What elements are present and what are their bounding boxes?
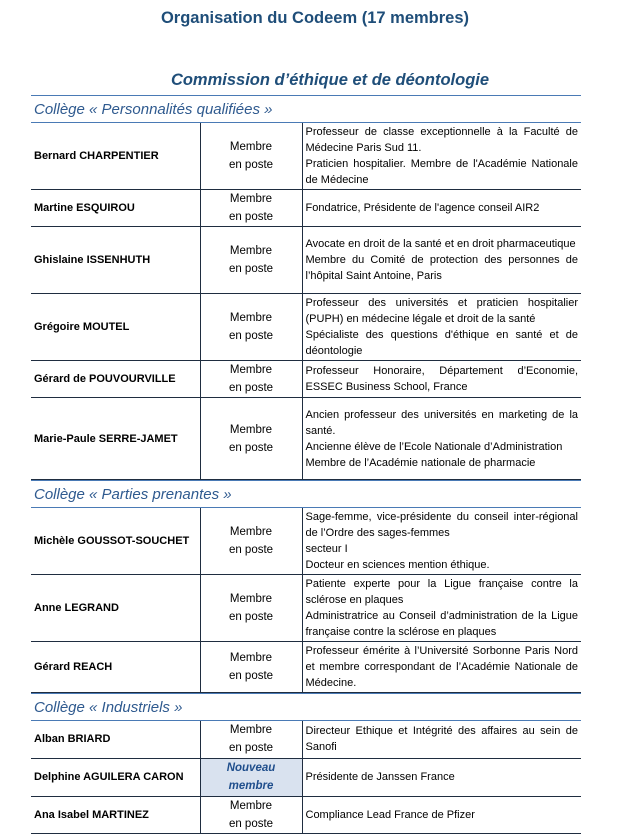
description-line: Membre du Comité de protection des personnes de l’hôpital Saint Antoine, Paris xyxy=(305,254,578,282)
member-description xyxy=(302,294,581,361)
member-row xyxy=(31,758,581,796)
member-name: Martine ESQUIROU xyxy=(31,190,200,227)
description-line: Professeur émérite à l’Université Sorbonne Paris Nord et membre correspondant de l’Académie Nationale de Médecine. xyxy=(305,645,578,689)
college-heading: Collège « Personnalités qualifiées » xyxy=(31,95,581,123)
description-line: Professeur de classe exceptionnelle à la Faculté de Médecine Paris Sud 11. xyxy=(305,126,578,154)
member-description xyxy=(302,123,581,190)
member-status: Membre en poste xyxy=(200,398,302,480)
member-name: Anne LEGRAND xyxy=(31,575,200,642)
description-line: Compliance Lead France de Pfizer xyxy=(305,808,475,821)
description-line: Sage-femme, vice-présidente du conseil inter-régional de l’Ordre des sages-femmes xyxy=(305,511,578,539)
member-row xyxy=(31,796,581,833)
member-name: Ana Isabel MARTINEZ xyxy=(31,796,200,833)
description-line: Ancien professeur des universités en marketing de la santé. xyxy=(305,408,578,437)
member-status: Membre en poste xyxy=(200,575,302,642)
member-description xyxy=(302,758,581,796)
member-status: Membre en poste xyxy=(200,508,302,575)
member-name: Marie-Paule SERRE-JAMET xyxy=(31,398,200,480)
members-table xyxy=(31,721,581,834)
member-row xyxy=(31,294,581,361)
member-name: Bernard CHARPENTIER xyxy=(31,123,200,190)
member-status: Membre en poste xyxy=(200,361,302,398)
member-description xyxy=(302,642,581,693)
description-line: Ancienne élève de l’Ecole Nationale d’Administration xyxy=(305,440,563,453)
member-description xyxy=(302,721,581,758)
description-line: Professeur Honoraire, Département d’Economie, ESSEC Business School, France xyxy=(305,365,578,393)
member-description xyxy=(302,796,581,833)
description-line: Membre de l’Académie nationale de pharmacie xyxy=(305,456,536,469)
description-line: Professeur des universités et praticien hospitalier (PUPH) en médecine légale et droit de la santé xyxy=(305,297,578,325)
member-name: Gérard de POUVOURVILLE xyxy=(31,361,200,398)
college-heading: Collège « Industriels » xyxy=(31,693,581,721)
member-name: Michèle GOUSSOT-SOUCHET xyxy=(31,508,200,575)
member-row xyxy=(31,361,581,398)
member-name: Delphine AGUILERA CARON xyxy=(31,758,200,796)
member-row xyxy=(31,721,581,758)
member-description xyxy=(302,508,581,575)
page-title: Organisation du Codeem (17 membres) xyxy=(160,9,470,27)
member-description xyxy=(302,398,581,480)
member-description xyxy=(302,575,581,642)
member-description xyxy=(302,361,581,398)
description-line: Praticien hospitalier. Membre de l'Académie Nationale de Médecine xyxy=(305,158,578,186)
member-description xyxy=(302,190,581,227)
member-name: Grégoire MOUTEL xyxy=(31,294,200,361)
member-row xyxy=(31,227,581,294)
commission-title: Commission d’éthique et de déontologie xyxy=(170,71,490,89)
description-line: Patiente experte pour la Ligue française contre la sclérose en plaques xyxy=(305,578,578,606)
member-row xyxy=(31,508,581,575)
member-row xyxy=(31,398,581,480)
member-name: Ghislaine ISSENHUTH xyxy=(31,227,200,294)
member-status: Membre en poste xyxy=(200,190,302,227)
members-table xyxy=(31,123,581,480)
new-member-badge: Nouveau membre xyxy=(200,758,302,796)
members-table xyxy=(31,508,581,693)
description-line: Docteur en sciences mention éthique. xyxy=(305,559,490,571)
member-name: Gérard REACH xyxy=(31,642,200,693)
members-document xyxy=(31,95,581,834)
description-line: Spécialiste des questions d'éthique en santé et de déontologie xyxy=(305,329,578,357)
description-line: Présidente de Janssen France xyxy=(305,771,455,783)
member-status: Membre en poste xyxy=(200,123,302,190)
member-status: Membre en poste xyxy=(200,721,302,758)
description-line: secteur I xyxy=(305,543,348,555)
member-row xyxy=(31,575,581,642)
member-row xyxy=(31,123,581,190)
description-line: Directeur Ethique et Intégrité des affaires au sein de Sanofi xyxy=(305,725,578,754)
member-status: Membre en poste xyxy=(200,796,302,833)
member-row xyxy=(31,642,581,693)
member-status: Membre en poste xyxy=(200,227,302,294)
description-line: Fondatrice, Présidente de l'agence conseil AIR2 xyxy=(305,202,540,214)
college-heading: Collège « Parties prenantes » xyxy=(31,480,581,508)
member-name: Alban BRIARD xyxy=(31,721,200,758)
description-line: Avocate en droit de la santé et en droit pharmaceutique xyxy=(305,238,576,250)
member-row xyxy=(31,190,581,227)
description-line: Administratrice au Conseil d’administration de la Ligue française contre la sclérose en plaques xyxy=(305,610,578,638)
member-description xyxy=(302,227,581,294)
member-status: Membre en poste xyxy=(200,642,302,693)
member-status: Membre en poste xyxy=(200,294,302,361)
